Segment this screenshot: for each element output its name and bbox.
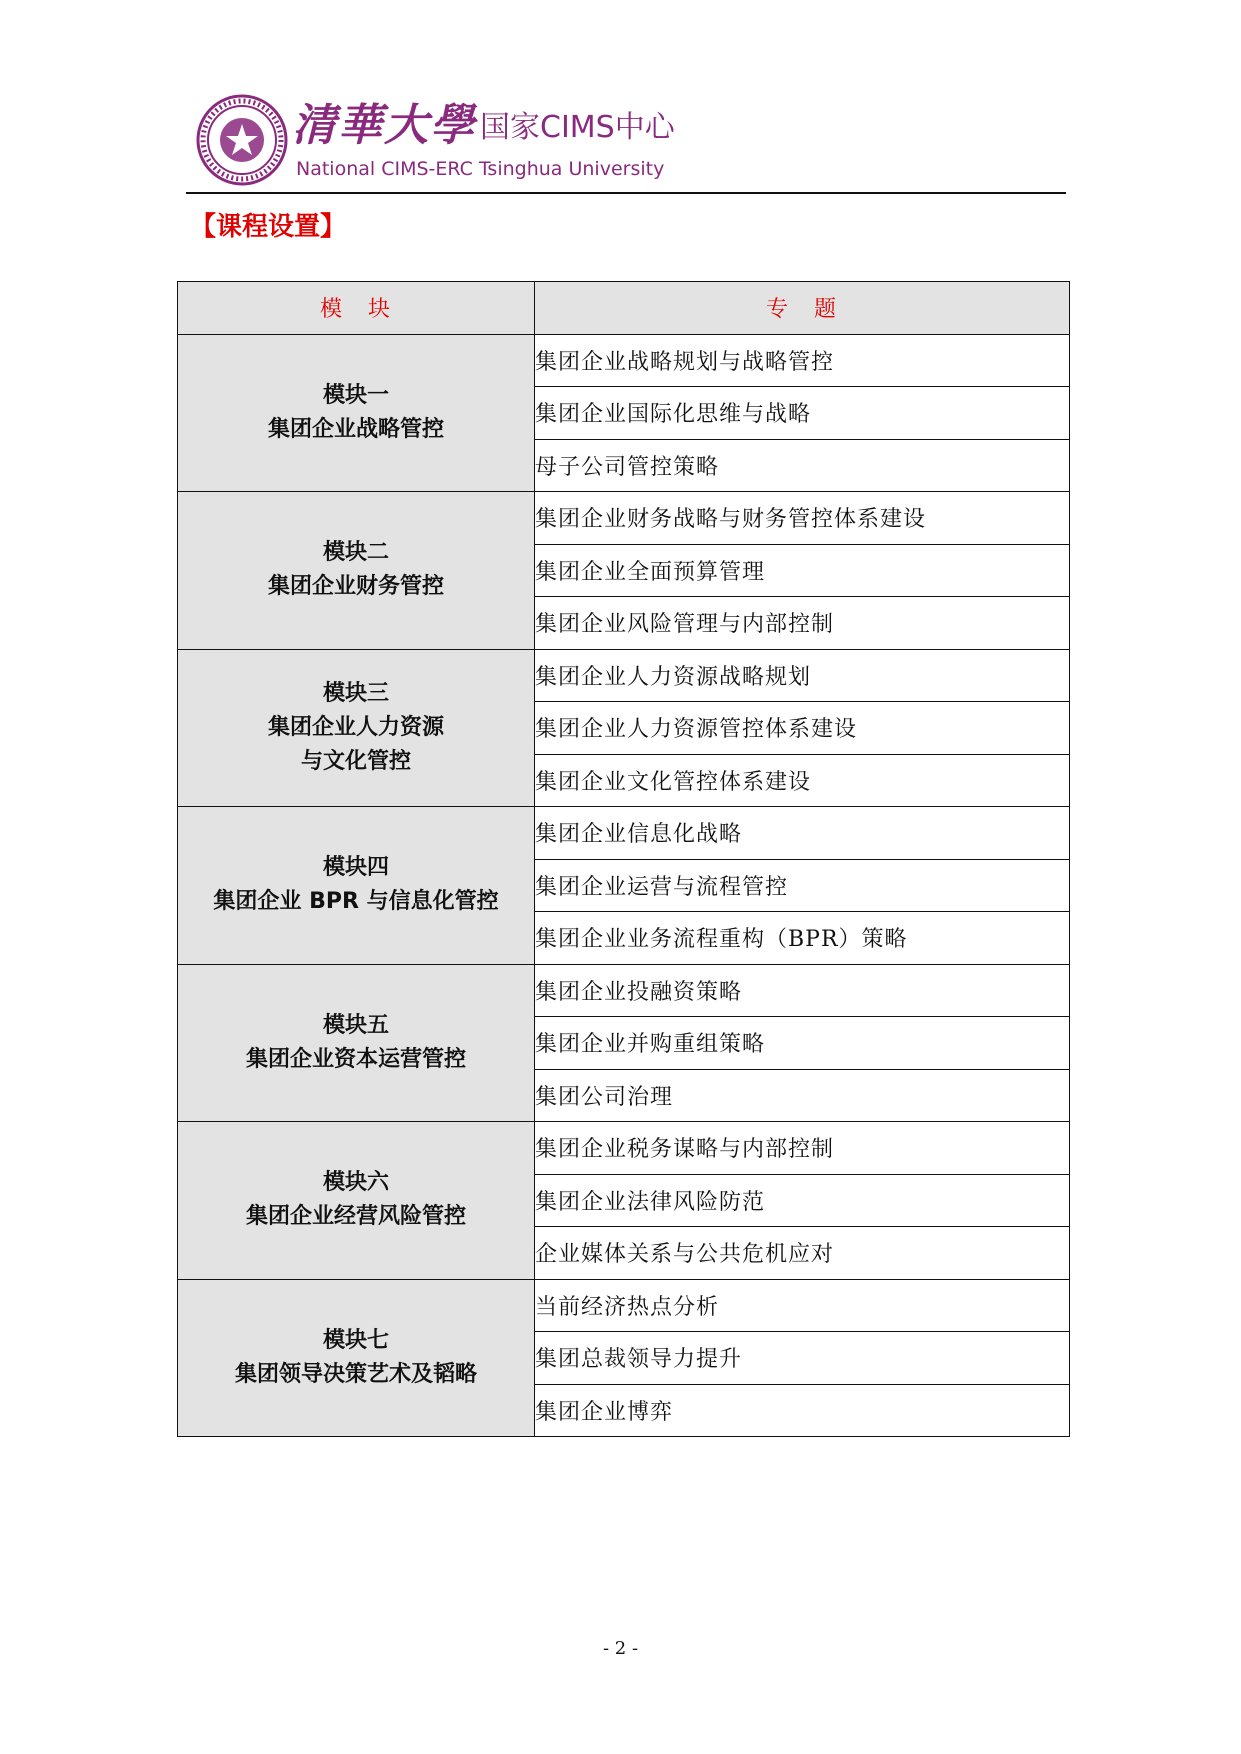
header-topic: 专 题 — [535, 282, 1070, 335]
module-title: 集团企业 BPR 与信息化管控 — [213, 889, 499, 915]
module-cell — [178, 964, 535, 1122]
module-cell — [178, 334, 535, 492]
tsinghua-seal-icon — [196, 94, 288, 186]
table-row — [178, 1122, 1070, 1175]
topic-cell: 集团企业人力资源战略规划 — [535, 649, 1070, 702]
brand-english: National CIMS-ERC Tsinghua University — [296, 158, 665, 180]
topic-cell: 集团企业财务战略与财务管控体系建设 — [535, 492, 1070, 545]
topic-cell: 集团企业全面预算管理 — [535, 544, 1070, 597]
topic-cell: 集团企业运营与流程管控 — [535, 859, 1070, 912]
module-name: 模块六 — [322, 1170, 389, 1196]
topic-cell: 母子公司管控策略 — [535, 439, 1070, 492]
topic-cell: 集团企业投融资策略 — [535, 964, 1070, 1017]
module-title: 集团领导决策艺术及韬略 — [234, 1361, 477, 1387]
page-number: - 2 - — [602, 1638, 639, 1659]
document-header — [196, 94, 1066, 194]
table-row — [178, 1279, 1070, 1332]
table-row — [178, 649, 1070, 702]
header-module: 模 块 — [178, 282, 535, 335]
table-row — [178, 492, 1070, 545]
topic-cell: 集团企业法律风险防范 — [535, 1174, 1070, 1227]
module-title: 集团企业财务管控 — [267, 574, 444, 600]
topic-cell: 集团企业并购重组策略 — [535, 1017, 1070, 1070]
module-title: 集团企业资本运营管控 — [245, 1046, 466, 1072]
topic-cell: 集团企业信息化战略 — [535, 807, 1070, 860]
module-cell — [178, 1122, 535, 1280]
table-row — [178, 807, 1070, 860]
topic-cell: 集团企业税务谋略与内部控制 — [535, 1122, 1070, 1175]
module-name: 模块七 — [322, 1327, 389, 1353]
topic-cell: 集团公司治理 — [535, 1069, 1070, 1122]
module-name: 模块二 — [322, 540, 389, 566]
module-title: 与文化管控 — [300, 748, 411, 774]
module-cell — [178, 492, 535, 650]
topic-cell: 集团企业国际化思维与战略 — [535, 387, 1070, 440]
topic-cell: 集团企业业务流程重构（BPR）策略 — [535, 912, 1070, 965]
topic-cell: 集团总裁领导力提升 — [535, 1332, 1070, 1385]
module-name: 模块四 — [322, 855, 389, 881]
topic-cell: 集团企业文化管控体系建设 — [535, 754, 1070, 807]
brand-chinese: 清華大學 — [292, 100, 476, 151]
module-cell — [178, 649, 535, 807]
topic-cell: 当前经济热点分析 — [535, 1279, 1070, 1332]
module-name: 模块五 — [322, 1012, 389, 1038]
topic-cell: 集团企业风险管理与内部控制 — [535, 597, 1070, 650]
module-title: 集团企业人力资源 — [267, 714, 444, 740]
topic-cell: 集团企业博弈 — [535, 1384, 1070, 1437]
course-table — [177, 281, 1070, 1437]
topic-cell: 集团企业战略规划与战略管控 — [535, 334, 1070, 387]
module-title: 集团企业经营风险管控 — [245, 1204, 466, 1230]
table-header-row — [178, 282, 1070, 335]
header-divider — [186, 192, 1066, 194]
module-cell — [178, 807, 535, 965]
table-row — [178, 334, 1070, 387]
module-name: 模块三 — [322, 680, 389, 706]
table-body — [178, 334, 1070, 1437]
module-title: 集团企业战略管控 — [267, 416, 444, 442]
module-name: 模块一 — [322, 382, 389, 408]
module-cell — [178, 1279, 535, 1437]
topic-cell: 集团企业人力资源管控体系建设 — [535, 702, 1070, 755]
table-row — [178, 964, 1070, 1017]
topic-cell: 企业媒体关系与公共危机应对 — [535, 1227, 1070, 1280]
brand-center-name: 国家CIMS中心 — [480, 110, 675, 145]
section-title: 【课程设置】 — [190, 212, 347, 242]
